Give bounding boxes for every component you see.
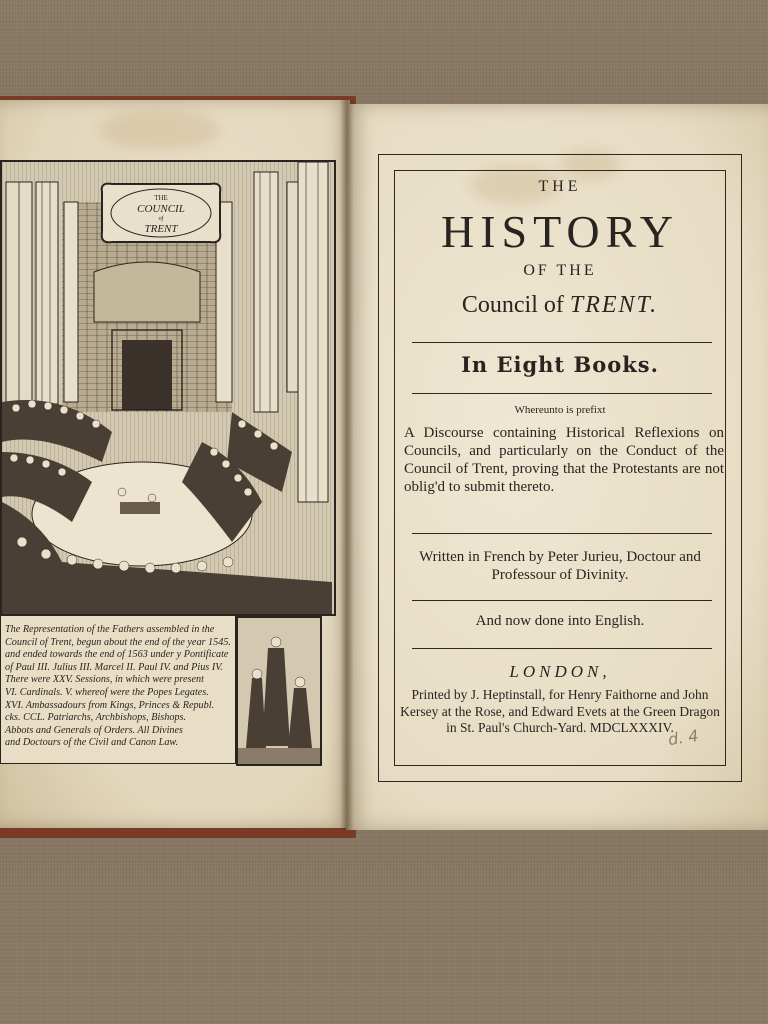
- title-council-prefix: Council of: [461, 292, 570, 318]
- caption-line: cks. CCL. Patriarchs, Archbishops, Bishops.: [5, 712, 187, 724]
- divider-rule: [412, 533, 712, 534]
- imprint-city: LONDON,: [509, 662, 611, 681]
- cartouche-line: TRENT: [144, 223, 178, 235]
- title-trent: TRENT.: [569, 292, 659, 318]
- caption-line: XVI. Ambassadours from Kings, Princes & Republ.: [5, 699, 215, 711]
- imprint-printer: Printed by J. Heptinstall, for Henry Faithorne and John Kersey at the Rose, and Edward Evets at the Green Dragon in St. Paul's Church-Yard. MDCLXXXIV.: [400, 687, 720, 735]
- title-council: [394, 292, 726, 319]
- caption-line: of Paul III. Julius III. Marcel II. Paul IV. and Pius IV.: [5, 661, 223, 673]
- title-books: In Eight Books.: [461, 352, 659, 377]
- book-gutter: [340, 100, 354, 830]
- council-engraving: [0, 160, 336, 616]
- engraving-caption: [0, 616, 236, 764]
- title-of-the: OF THE: [523, 262, 597, 279]
- divider-rule: [412, 393, 712, 394]
- caption-line: The Representation of the Fathers assembled in the: [5, 624, 215, 635]
- caption-line: VI. Cardinals. V. whereof were the Popes Legates.: [5, 686, 209, 698]
- cartouche-line: of: [158, 216, 164, 222]
- discourse-paragraph: A Discourse containing Historical Reflexions on Councils, and particularly on the Conduct of the Council of Trent, proving that the Protestants are not oblig'd to submit thereto.: [404, 425, 724, 495]
- figures-vignette: [236, 616, 322, 766]
- paper-stain: [100, 110, 220, 150]
- cartouche-line: COUNCIL: [137, 203, 185, 215]
- written-by: Written in French by Peter Jurieu, Doctour and Professour of Divinity.: [419, 549, 701, 583]
- pencil-annotation: d. 4: [666, 725, 700, 750]
- caption-line: Council of Trent, begun about the end of the year 1545.: [5, 636, 231, 648]
- title-the: THE: [538, 178, 582, 195]
- divider-rule: [412, 342, 712, 343]
- divider-rule: [412, 600, 712, 601]
- caption-line: and ended towards the end of 1563 under y Pontificate: [5, 649, 229, 661]
- divider-rule: [412, 648, 712, 649]
- caption-line: and Doctours of the Civil and Canon Law.: [5, 737, 179, 749]
- title-history: HISTORY: [441, 206, 679, 257]
- cartouche-line: THE: [154, 194, 168, 202]
- caption-line: Abbots and Generals of Orders. All Divines: [5, 724, 183, 736]
- caption-line: There were XXV. Sessions, in which were present: [5, 674, 204, 686]
- translation-note: And now done into English.: [475, 613, 645, 629]
- whereunto-line: Whereunto is prefixt: [514, 404, 606, 416]
